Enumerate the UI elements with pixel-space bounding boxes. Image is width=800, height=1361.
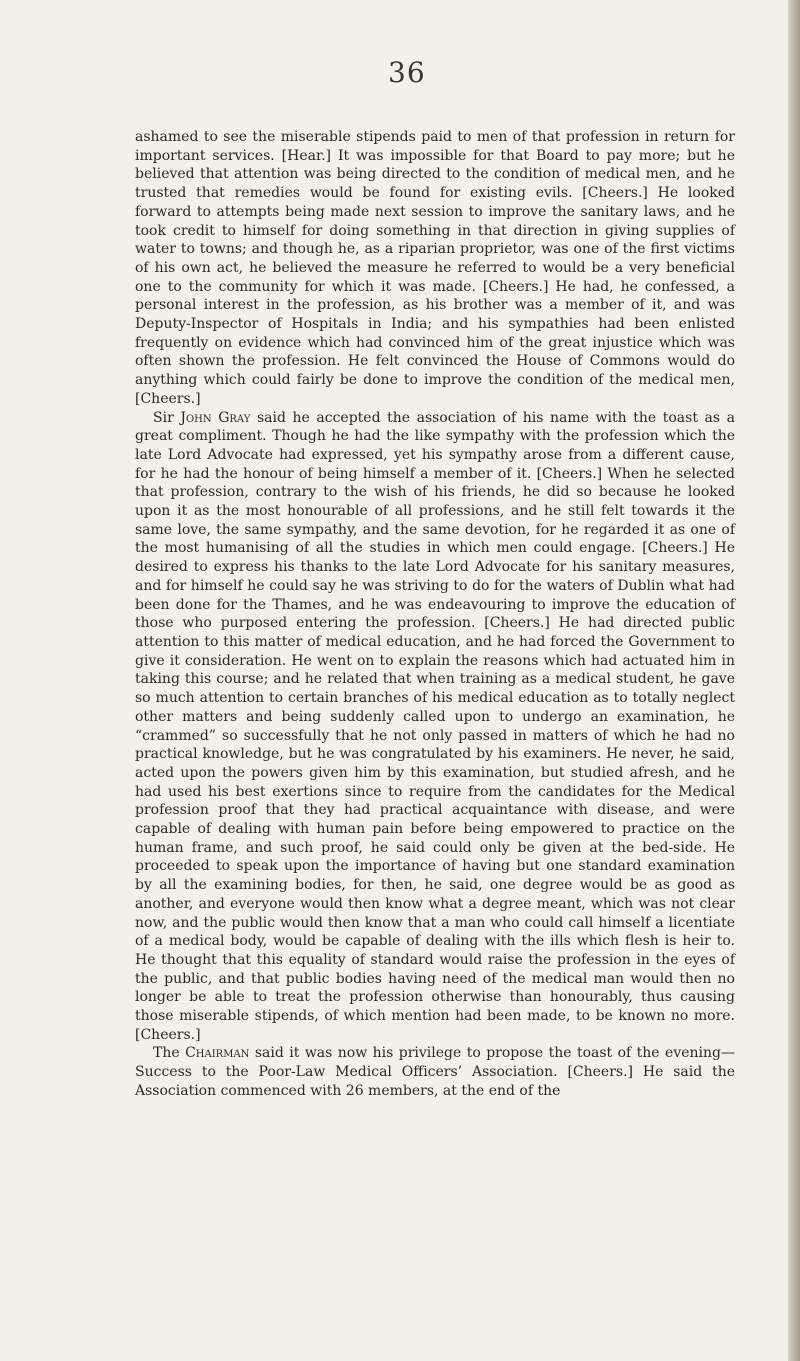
page-edge-shadow	[788, 0, 800, 1361]
paragraph-text: ashamed to see the miserable stipends paid to men of that profession in return for important services. [Hear.] It was impossible for that Board to pay more; but he believed that attention was being directed to the condition of medical men, and he trusted that remedies would be found for existing evils. [Cheers.] He looked forward to attempts being made next session to improve the sanitary laws, and he took credit to himself for doing something in that direction in giving supplies of water to towns; and though he, as a riparian proprietor, was one of the first victims of his own act, he believed the measure he referred to would be a very beneficial one to the community for which it was made. [Cheers.] He had, he confessed, a personal interest in the profession, as his brother was a member of it, and was Deputy-Inspector of Hospitals in India; and his sympathies had been enlisted frequently on evidence which had convinced him of the great injustice which was often shown the profession. He felt convinced the House of Commons would do anything which could fairly be done to improve the condition of the medical men, [Cheers.]	[135, 129, 735, 407]
speaker-prefix: The	[153, 1045, 186, 1062]
paragraph-text: said he accepted the association of his name with the toast as a great compliment. Though he had the like sympathy with the profession which the late Lord Advocate had expressed, yet his sympathy arose from a different cause, for he had the honour of being himself a member of it. [Cheers.] When he selected that profession, contrary to the wish of his friends, he did so because he looked upon it as the most honourable of all professions, and he still felt towards it the same love, the same sympathy, and the same devotion, for he regarded it as one of the most humanising of all the studies in which men could engage. [Cheers.] He desired to express his thanks to the late Lord Advocate for his sanitary measures, and for himself he could say he was striving to do for the waters of Dublin what had been done for the Thames, and he was endeavouring to improve the education of those who purposed entering the profession. [Cheers.] He had directed public attention to this matter of medical education, and he had forced the Government to give it consideration. He went on to explain the reasons which had actuated him in taking this course; and he related that when training as a medical student, he gave so much attention to certain branches of his medical education as to totally neglect other matters and being suddenly called upon to undergo an examination, he “crammed” so successfully that he not only passed in matters of which he had no practical knowledge, but he was congratulated by his examiners. He never, he said, acted upon the powers given him by this examination, but studied afresh, and he had used his best exertions since to require from the candidates for the Medical profession proof that they had practical acquaintance with disease, and were capable of dealing with human pain before being empowered to practice on the human frame, and such proof, he said could only be given at the bed-side. He proceeded to speak upon the importance of having but one standard examination by all the examining bodies, for then, he said, one degree would be as good as another, and everyone would then know what a degree meant, which was not clear now, and the public would then know that a man who could call himself a licentiate of a medical body, would be capable of dealing with the ills which flesh is heir to. He thought that this equality of standard would raise the profession in the eyes of the public, and that public bodies having need of the medical man would then no longer be able to treat the profession otherwise than honourably, thus causing those miserable stipends, of which mention had been made, to be known no more. [Cheers.]	[135, 409, 735, 1043]
paragraph	[135, 409, 735, 1045]
article-body	[135, 128, 735, 1101]
page-number: 36	[388, 56, 426, 89]
speaker-prefix: Sir	[153, 409, 181, 426]
paragraph-text: said it was now his privilege to propose the toast of the evening—Success to the Poor-Law Medical Officers’ Association. [Cheers.] He said the Association commenced with 26 members, at the end of the	[135, 1045, 735, 1099]
speaker-name: Chairman	[185, 1045, 250, 1062]
paragraph	[135, 128, 735, 409]
paragraph	[135, 1044, 735, 1100]
speaker-name: John Gray	[180, 409, 251, 426]
